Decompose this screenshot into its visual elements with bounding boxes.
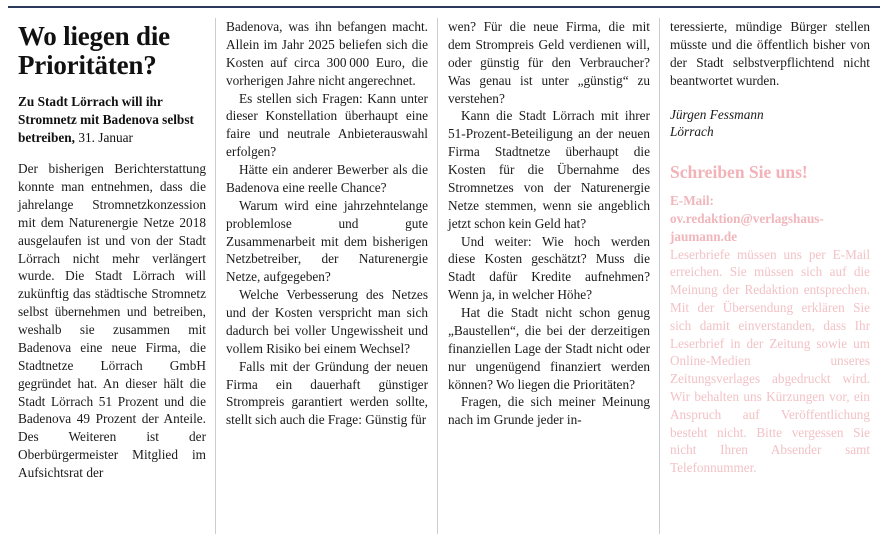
lead-date: 31. Januar bbox=[75, 129, 133, 145]
top-rule-divider bbox=[8, 6, 880, 8]
paragraph: Der bisherigen Berichterstattung konnte man entnehmen, dass die jahrelange Stromnetzkonzession mit dem Naturenergie Netze 2018 ausgelaufen ist und von der Stadt Lörrach nicht mehr verlängert wurde. Die Stadt Lörrach will zukünftig das städtische Stromnetz selbst übernehmen und betreiben, weshalb sie zusammen mit Badenova eine neue Firma, die Stadtnetze Lörrach GmbH gegründet hat. An dieser hält die Stadt Lörrach 51 Prozent und die Badenova 49 Prozent der Anteile. Des Weiteren ist der Oberbürgermeister Mitglied im Aufsichtsrat der bbox=[18, 161, 206, 481]
lead-reference: Stadt Lörrach will ihr Stromnetz mit Badenova selbst betreiben, bbox=[18, 94, 194, 145]
author-signature bbox=[670, 106, 870, 141]
paragraph: Warum wird eine jahrzehntelange problemlose und gute Zusammenarbeit mit dem bisherigen Netzbetreiber, der Naturenergie Netze, aufgegeben? bbox=[226, 197, 428, 285]
column-3 bbox=[438, 18, 660, 534]
paragraph: Hat die Stadt nicht schon genug „Baustellen“, die bei der derzeitigen finanziellen Lage der Stadt nicht oder nur ungenügend finanziert werden können? Wo liegen die Prioritäten? bbox=[448, 305, 650, 392]
promo-text: Leserbriefe müssen uns per E-Mail erreichen. Sie müssen sich auf die Meinung der Redaktion entsprechen. Mit der Übersendung erklären Sie sich damit einverstanden, dass Ihr Leserbrief in der Zeitung sowie um Online-Medien unseres Zeitungsverlages abgedruckt wird. Wir behalten uns Kürzungen vor, ein Anspruch auf Veröffentlichung besteht nicht. Bitte vergessen Sie nicht Ihren Absender samt Telefonnummer. bbox=[670, 246, 870, 476]
submission-promo bbox=[670, 163, 870, 477]
paragraph: Und weiter: Wie hoch werden diese Kosten geschätzt? Muss die Stadt dafür Kredite aufnehmen? Wenn ja, in welcher Höhe? bbox=[448, 233, 650, 303]
paragraph: Fragen, die sich meiner Meinung nach im Grunde jeder in- bbox=[448, 394, 650, 428]
author-place: Lörrach bbox=[670, 124, 714, 140]
article-columns bbox=[8, 18, 880, 534]
page-title: Wo liegen die Prioritäten? bbox=[18, 21, 170, 80]
paragraph: Kann die Stadt Lörrach mit ihrer 51-Prozent-Beteiligung an der neuen Firma Stadtnetze überhaupt die Kosten für die Übernahme des Stromnetzes von der Naturenergie Netze stemmen, wenn sie angeblich jetzt schon kein Geld hat? bbox=[448, 108, 650, 231]
paragraph: Es stellen sich Fragen: Kann unter dieser Konstellation überhaupt eine faire und neutrale Anbieterauswahl erfolgen? bbox=[226, 90, 428, 160]
paragraph: Badenova, was ihn befangen macht. Allein im Jahr 2025 beliefen sich die Kosten auf circa 300 000 Euro, die vorherigen Jahre nicht angerechnet. bbox=[226, 19, 428, 88]
author-name: Jürgen Fessmann bbox=[670, 106, 764, 122]
paragraph: wen? Für die neue Firma, die mit dem Strompreis Geld verdienen will, oder günstig für den Verbraucher? Was genau ist unter „günstig“ zu verstehen? bbox=[448, 19, 650, 106]
promo-title: Schreiben Sie uns! bbox=[670, 161, 808, 182]
article-lead bbox=[18, 93, 206, 146]
lead-prefix: Zu bbox=[18, 94, 38, 110]
paragraph: teressierte, mündige Bürger stellen müsste und die öffentlich bisher von der Stadt selbstverpflichtend nicht beantwortet wurden. bbox=[670, 19, 870, 88]
paragraph: Welche Verbesserung des Netzes und der Kosten verspricht man sich dadurch bei voller Ungewissheit und vollem Risiko bei einem Wechsel? bbox=[226, 287, 428, 356]
paragraph: Falls mit der Gründung der neuen Firma ein dauerhaft günstiger Strompreis garantiert werden sollte, stellt sich auch die Frage: Günstig für bbox=[226, 358, 428, 428]
promo-email[interactable]: E-Mail: ov.redaktion@verlagshaus-jaumann.de bbox=[670, 193, 824, 244]
column-2 bbox=[216, 18, 438, 534]
paragraph: Hätte ein anderer Bewerber als die Badenova eine reelle Chance? bbox=[226, 162, 428, 195]
column-1 bbox=[8, 18, 216, 534]
column-4 bbox=[660, 18, 880, 534]
